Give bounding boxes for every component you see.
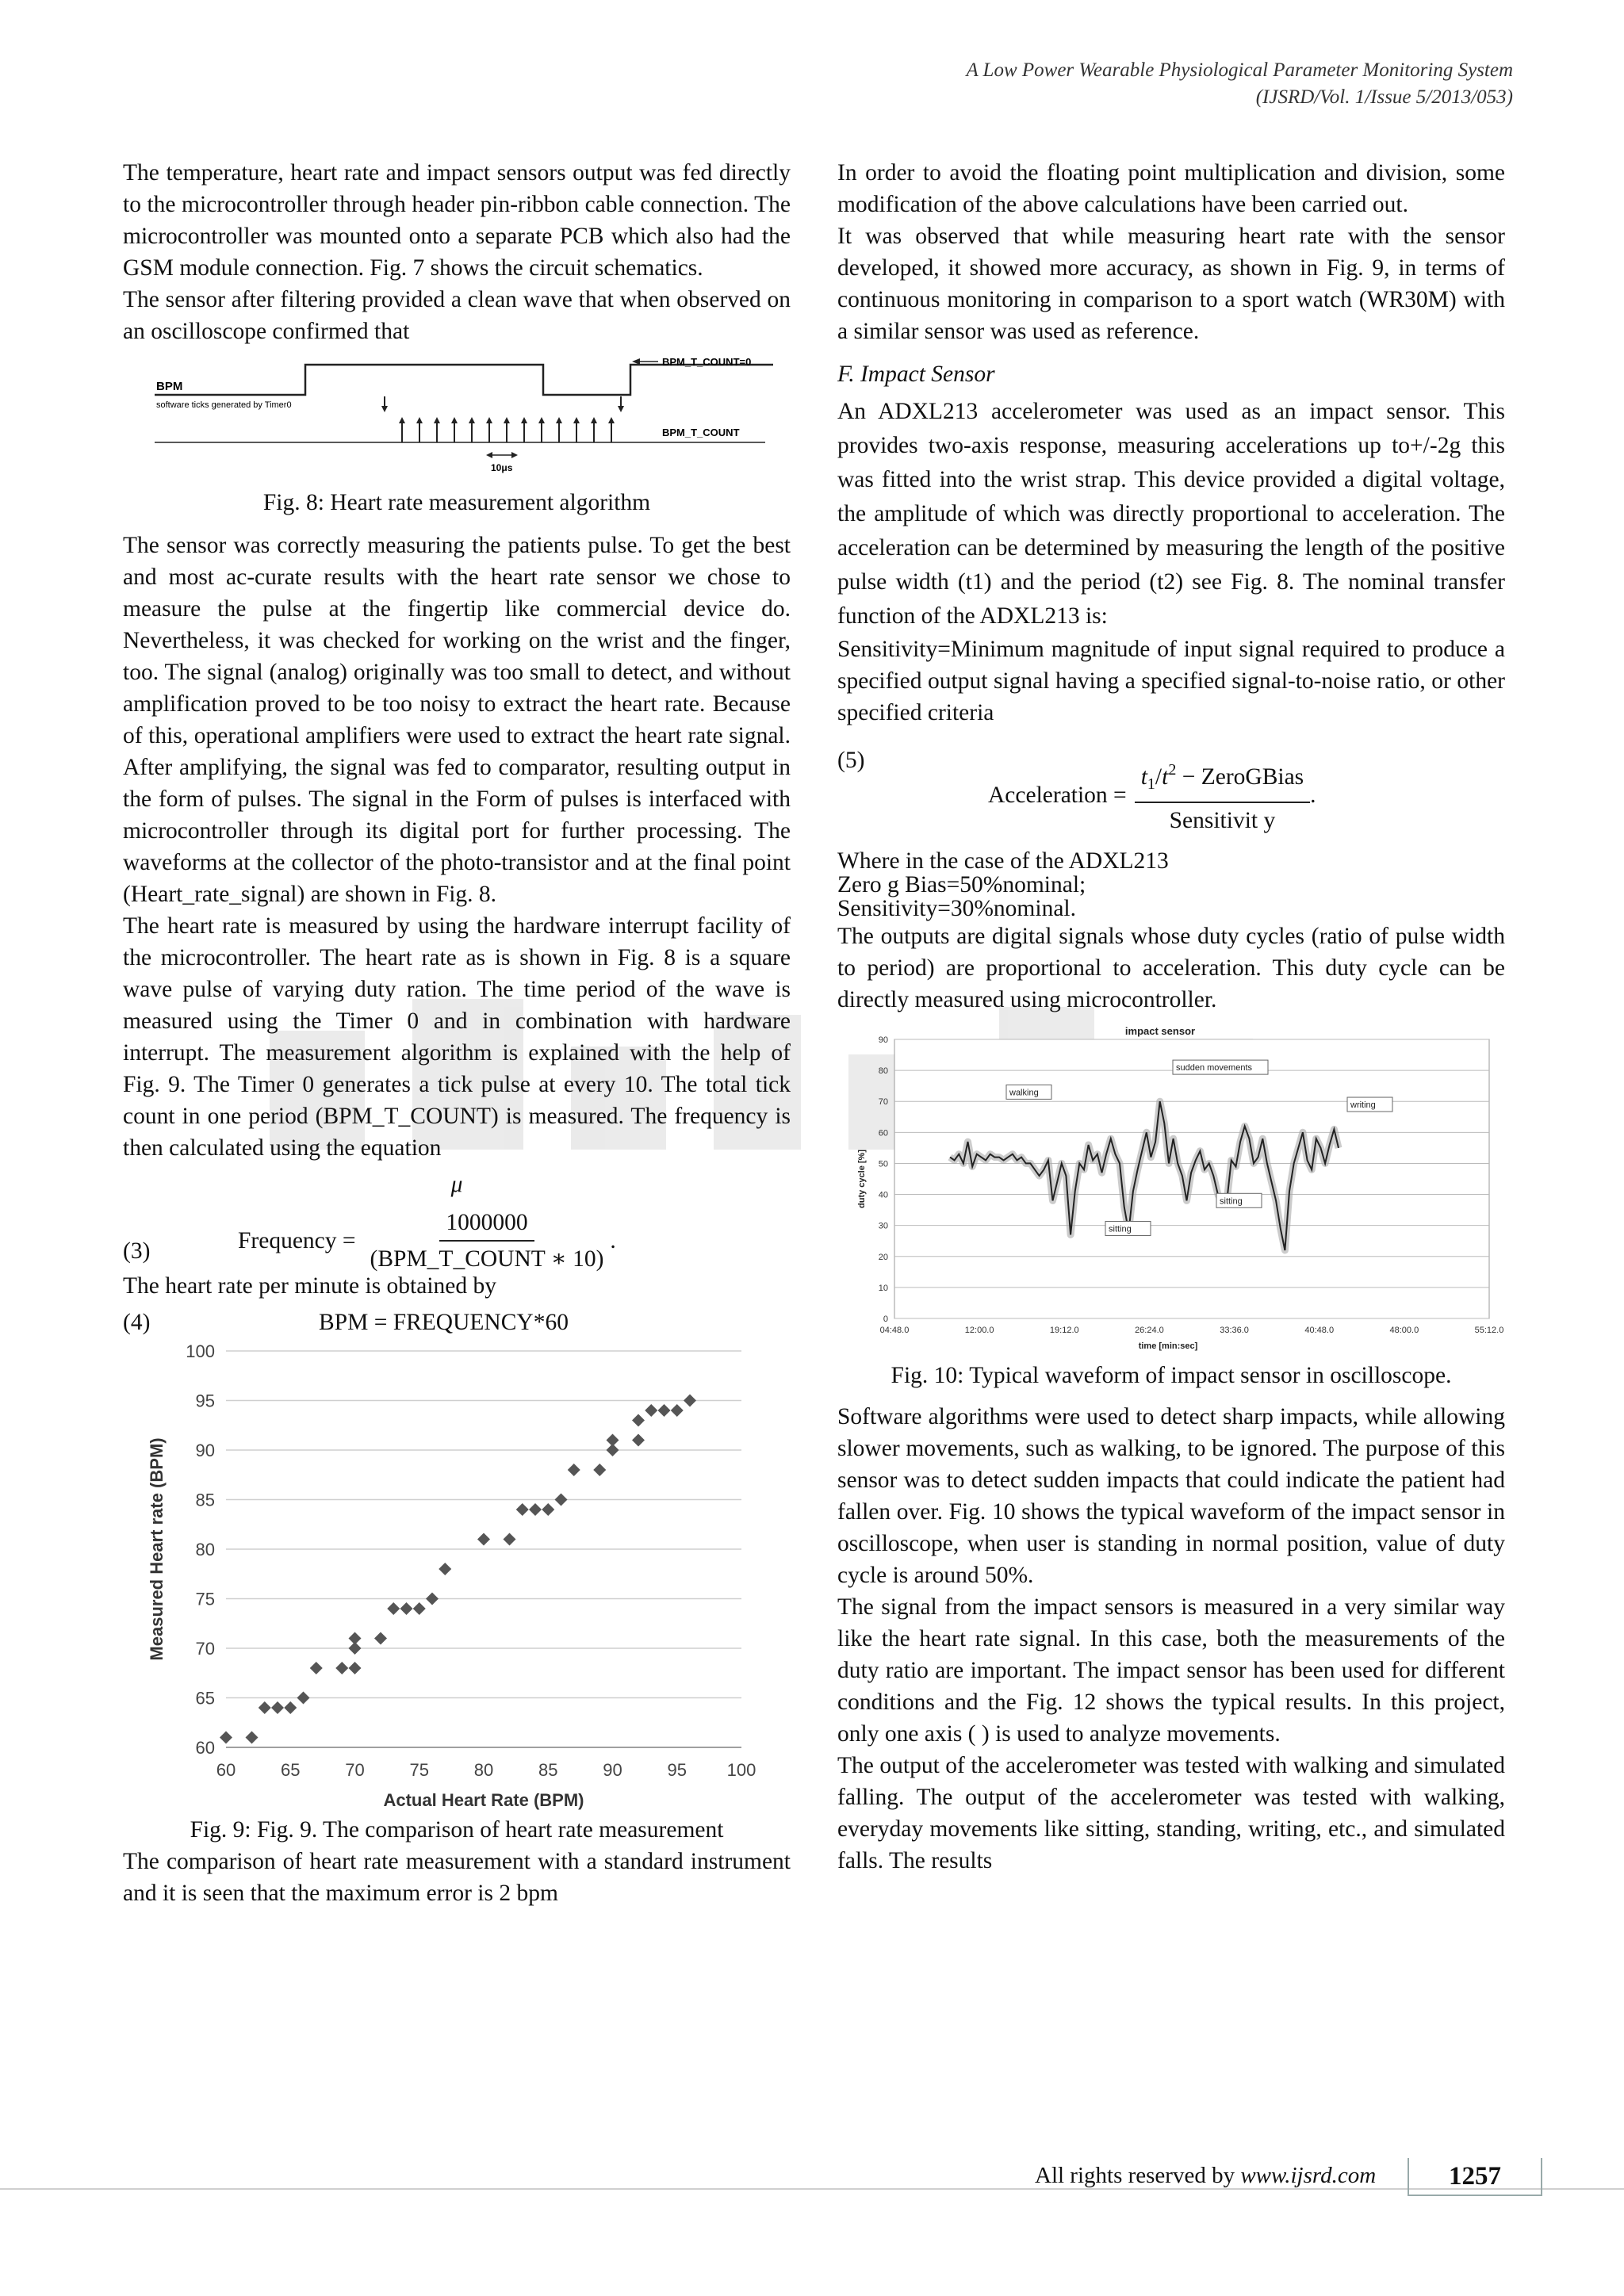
paragraph: The heart rate is measured by using the hardware interrupt facility of the microcontroller. The heart rate as is shown in Fig. 8 is a square wave pulse of varying duty ration. The time period of the wave is measured using the Timer 0 and in combination with hardware interrupt. The measurement algorithm is explained with the help of Fig. 9. The Timer 0 generates a tick pulse at every 10. The total tick count in one period (BPM_T_COUNT) is measured. The frequency is then calculated using the equation (123, 913, 791, 1161)
eq5-sub1: 1 (1147, 775, 1155, 793)
scatter-point (426, 1593, 439, 1605)
y-tick-label: 80 (878, 1066, 888, 1077)
annotation-label: sudden movements (1176, 1063, 1252, 1073)
scatter-point (387, 1602, 400, 1615)
paragraph: The temperature, heart rate and impact sensors output was fed directly to the microcontroller through header pin-ribbon cable connection. The microcontroller was mounted onto a separate PCB which also had the GSM module connection. Fig. 7 shows the circuit schematics. (123, 160, 791, 281)
y-tick-label: 70 (195, 1639, 215, 1659)
annotation-label: writing (1350, 1100, 1376, 1111)
y-tick-label: 70 (878, 1097, 888, 1108)
y-tick-label: 10 (878, 1283, 888, 1293)
equation-number: (5) (837, 748, 865, 773)
x-tick-label: 70 (345, 1760, 365, 1780)
x-tick-label: 12:00.0 (964, 1326, 994, 1335)
fig9-caption: Fig. 9: Fig. 9. The comparison of heart rate measurement (190, 1817, 724, 1843)
y-tick-label: 90 (878, 1035, 888, 1045)
scatter-point (335, 1662, 348, 1674)
y-tick-label: 60 (878, 1128, 888, 1138)
paragraph: Sensitivity=Minimum magnitude of input signal required to produce a specified output signal having a specified signal-to-noise ratio, or other specified criteria (837, 637, 1505, 725)
scatter-point (568, 1464, 580, 1476)
x-tick-label: 26:24.0 (1135, 1326, 1164, 1335)
fig9-scatter-chart (123, 1335, 757, 1811)
scatter-point (477, 1533, 490, 1546)
scatter-point (542, 1503, 554, 1516)
equation-3: (3) Frequency = $\frac{1000000}{\text{(BPM\_T\_COUNT ∗ 10)}}$ . (123, 1203, 791, 1270)
y-tick-label: 75 (195, 1589, 215, 1609)
x-tick-label: 95 (667, 1760, 687, 1780)
y-tick-label: 90 (195, 1441, 215, 1460)
scatter-point (593, 1464, 606, 1476)
scatter-point (259, 1701, 271, 1714)
y-tick-label: 0 (883, 1314, 888, 1324)
y-tick-label: 65 (195, 1688, 215, 1709)
x-tick-label: 04:48.0 (879, 1326, 910, 1335)
paragraph: The comparison of heart rate measurement with a standard instrument and it is seen that the maximum error is 2 bpm (123, 1849, 791, 1906)
eq4-text: BPM = FREQUENCY*60 (319, 1310, 569, 1335)
paragraph: It was observed that while measuring heart rate with the sensor developed, it showed more accuracy, as shown in Fig. 9, in terms of continuous monitoring in comparison to a sport watch (WR30M) with a similar sensor was used as reference. (837, 224, 1505, 344)
x-tick-label: 90 (603, 1760, 622, 1780)
y-tick-label: 85 (195, 1490, 215, 1510)
fig8-ticks-label: software ticks generated by Timer0 (156, 400, 292, 410)
page-number: 1257 (1408, 2158, 1542, 2196)
eq5-rest: − ZeroGBias (1182, 764, 1304, 790)
adxl-notes (837, 849, 1505, 920)
fig8-tick-arrows (399, 417, 615, 442)
scatter-point (439, 1563, 451, 1575)
paragraph: In order to avoid the floating point multiplication and division, some modification of the above calculations have been carried out. (837, 160, 1505, 217)
scatter-point (246, 1732, 259, 1744)
x-tick-label: 60 (216, 1760, 236, 1780)
x-tick-label: 75 (409, 1760, 429, 1780)
header-title: A Low Power Wearable Physiological Parameter Monitoring System (966, 59, 1513, 81)
scatter-point (349, 1632, 362, 1645)
fig8-caption: Fig. 8: Heart rate measurement algorithm (262, 490, 651, 515)
annotation-label: sitting (1109, 1224, 1132, 1234)
note-line: Where in the case of the ADXL213 (837, 848, 1169, 874)
scatter-point (555, 1494, 568, 1506)
eq5-t2: t (1162, 764, 1169, 790)
note-line: Sensitivity=30%nominal. (837, 896, 1076, 921)
scatter-point (413, 1602, 426, 1615)
scatter-point (374, 1632, 387, 1645)
y-tick-label: 40 (878, 1190, 888, 1200)
x-axis-title: time [min:sec] (1138, 1341, 1198, 1351)
y-tick-label: 60 (195, 1738, 215, 1758)
fig8-bpm-label: BPM (156, 380, 183, 393)
scatter-point (271, 1701, 284, 1714)
paragraph: The outputs are digital signals whose duty cycles (ratio of pulse width to period) are proportional to acceleration. This duty cycle can be directly measured using microcontroller. (837, 924, 1505, 1012)
scatter-point (310, 1662, 323, 1674)
fig10-caption: Fig. 10: Typical waveform of impact sensor in oscilloscope. (891, 1363, 1452, 1388)
fig8-count-zero-label: BPM_T_COUNT=0 (662, 356, 752, 368)
scatter-point (632, 1414, 645, 1427)
y-tick-label: 95 (195, 1391, 215, 1411)
equation-4 (123, 1307, 791, 1338)
footer-rule (0, 2188, 1624, 2190)
fig8-interval-label: 10μs (491, 462, 513, 473)
section-heading: F. Impact Sensor (837, 362, 995, 387)
left-column (123, 157, 791, 1909)
x-axis-title: Actual Heart Rate (BPM) (383, 1790, 584, 1810)
annotation-label: walking (1009, 1088, 1039, 1098)
eq5-t1: t (1140, 764, 1147, 790)
scatter-point (516, 1503, 529, 1516)
equation-number: (3) (123, 1238, 151, 1264)
scatter-point (400, 1602, 413, 1615)
paragraph: The sensor was correctly measuring the patients pulse. To get the best and most ac-curate results with the heart rate sensor we chose to measure the pulse at the fingertip like commercial device do. Nevertheless, it was checked for working on the wrist and the finger, too. The signal (analog) originally was too small to detect, and without amplification proved to be too noisy to extract the heart rate. Because of this, operational amplifiers were used to extract the heart rate signal. After amplifying, the signal was fed to comparator, resulting output in the form of pulses. The signal in the Form of pulses is interfaced with microcontroller through its digital port for further processing. The waveforms at the collector of the photo-transistor and at the final point (Heart_rate_signal) are shown in Fig. 8. (123, 533, 791, 907)
scatter-point (529, 1503, 542, 1516)
scatter-point (284, 1701, 297, 1714)
fig8-timing-diagram (147, 355, 781, 482)
eq5-denominator: Sensitivit y (1169, 808, 1276, 833)
x-tick-label: 40:48.0 (1304, 1326, 1335, 1335)
x-tick-label: 55:12.0 (1474, 1326, 1504, 1335)
scatter-point (632, 1434, 645, 1447)
paragraph: The signal from the impact sensors is measured in a very similar way like the heart rate signal. In this case, both the measurements of the duty ratio are important. The impact sensor has been used for different conditions and the Fig. 12 shows the typical results. In this project, only one axis ( ) is used to analyze movements. (837, 1594, 1505, 1747)
scatter-point (297, 1692, 310, 1705)
footer-text (1035, 2163, 1376, 2189)
equation-5: (5) Acceleration = $\frac{t_1/t^2 - ZeroGBias}{\text{Sensitivit y}}$ . (837, 744, 1505, 846)
scatter-point (349, 1662, 362, 1674)
eq3-denominator: (BPM_T_COUNT ∗ 10) (370, 1246, 604, 1272)
scatter-point (504, 1533, 516, 1546)
paragraph: The output of the accelerometer was tested with walking and simulated falling. The output of the accelerometer was tested with walking, everyday movements like sitting, standing, writing, etc., and simulated falls. The results (837, 1753, 1505, 1873)
fig10-impact-chart (847, 1020, 1504, 1353)
x-tick-label: 33:36.0 (1220, 1326, 1249, 1335)
running-header (966, 57, 1513, 111)
y-tick-label: 50 (878, 1159, 888, 1169)
scatter-point (658, 1404, 671, 1417)
x-tick-label: 65 (281, 1760, 301, 1780)
scatter-point (671, 1404, 684, 1417)
paragraph: The heart rate per minute is obtained by (123, 1273, 497, 1299)
eq5-sup2: 2 (1168, 761, 1177, 779)
paragraph: The sensor after filtering provided a clean wave that when observed on an oscilloscope confirmed that (123, 287, 791, 344)
note-line: Zero g Bias=50%nominal; (837, 872, 1086, 897)
footer-rights: All rights reserved by (1035, 2163, 1241, 2188)
y-tick-label: 80 (195, 1540, 215, 1559)
eq3-lhs: Frequency = (238, 1228, 356, 1253)
eq5-lhs: Acceleration = (988, 783, 1127, 808)
y-tick-label: 100 (186, 1341, 215, 1361)
y-tick-label: 30 (878, 1221, 888, 1231)
header-citation: (IJSRD/Vol. 1/Issue 5/2013/053) (1255, 86, 1513, 108)
equation-number: (4) (123, 1310, 151, 1335)
mu-symbol: μ (450, 1172, 463, 1197)
scatter-point (607, 1434, 619, 1447)
eq3-numerator: 1000000 (439, 1207, 534, 1242)
x-tick-label: 100 (726, 1760, 756, 1780)
right-column (837, 157, 1505, 1877)
x-tick-label: 85 (538, 1760, 558, 1780)
chart-title: impact sensor (1124, 1025, 1196, 1037)
x-tick-label: 48:00.0 (1389, 1326, 1419, 1335)
scatter-point (220, 1732, 232, 1744)
paragraph: Software algorithms were used to detect sharp impacts, while allowing slower movements, such as walking, to be ignored. The purpose of this sensor was to detect sudden impacts that could indicate the patient had fallen over. Fig. 10 shows the typical waveform of the impact sensor in oscilloscope, when user is standing in normal position, value of duty cycle is around 50%. (837, 1404, 1505, 1588)
y-tick-label: 20 (878, 1252, 888, 1262)
footer-site-link[interactable]: www.ijsrd.com (1240, 2163, 1377, 2188)
y-axis-title: duty cycle [%] (857, 1150, 867, 1208)
annotation-label: sitting (1220, 1196, 1243, 1207)
scatter-point (645, 1404, 657, 1417)
x-tick-label: 19:12.0 (1049, 1326, 1079, 1335)
paragraph: An ADXL213 accelerometer was used as an impact sensor. This provides two-axis response, measuring accelerations up to+/-2g this was fitted into the wrist strap. This device provided a digital voltage, the amplitude of which was directly proportional to acceleration. The acceleration can be determined by measuring the length of the positive pulse width (t1) and the period (t2) see Fig. 8. The nominal transfer function of the ADXL213 is: (837, 399, 1505, 629)
y-axis-title: Measured Heart rate (BPM) (147, 1437, 167, 1661)
x-tick-label: 80 (473, 1760, 494, 1780)
scatter-point (684, 1395, 696, 1407)
fig8-count-label: BPM_T_COUNT (662, 427, 740, 438)
